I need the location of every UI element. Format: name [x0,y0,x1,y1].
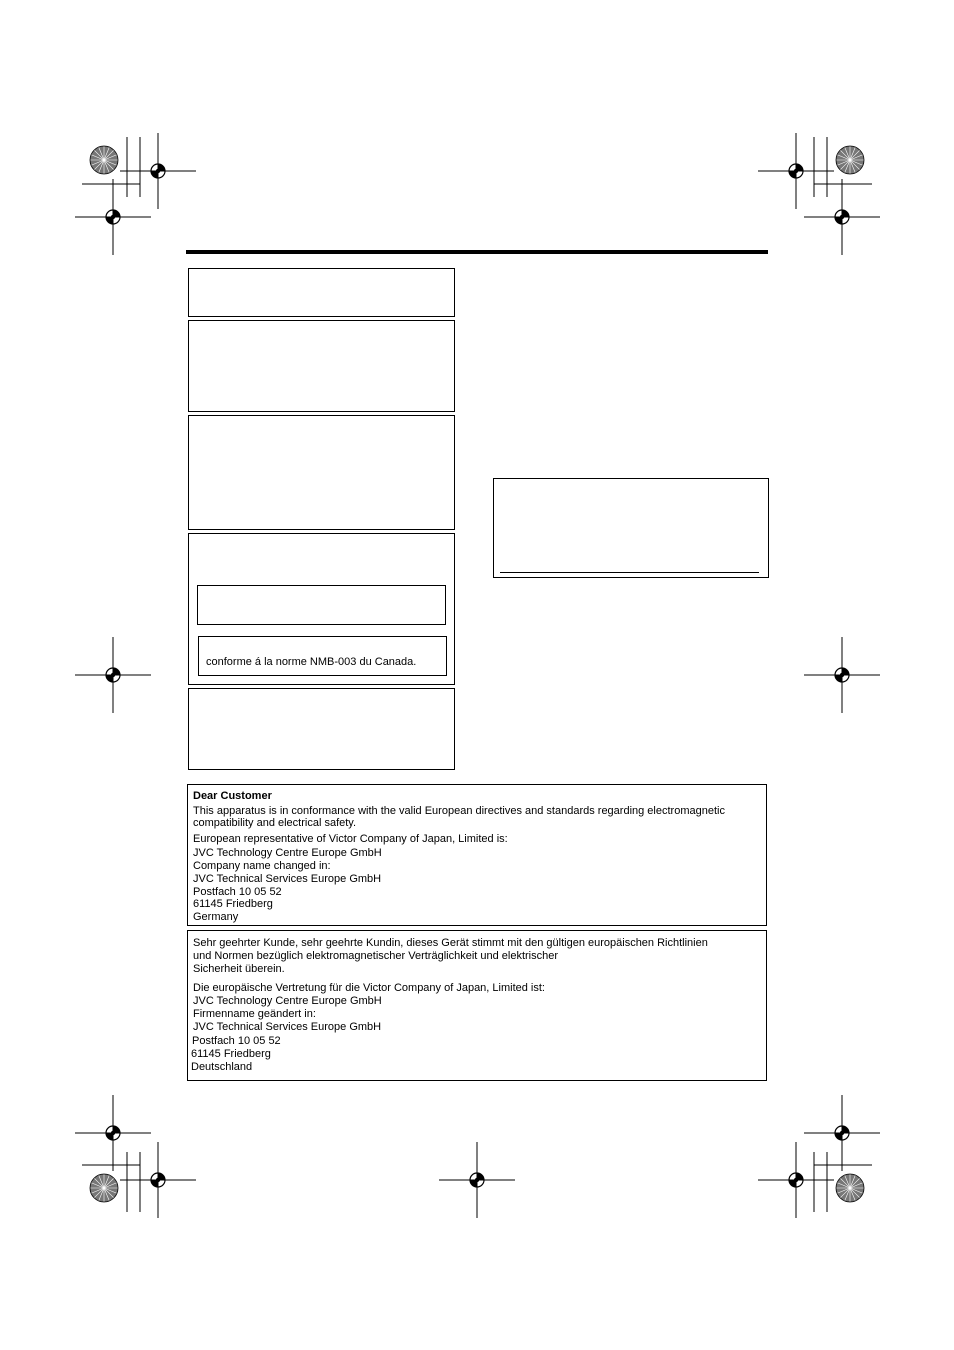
crosshair-top-left-1 [120,133,196,209]
german-line-7: JVC Technical Services Europe GmbH [193,1021,382,1033]
notice-box-2 [188,320,455,412]
german-line-9: 61145 Friedberg [191,1048,271,1060]
english-line-9: Germany [193,911,239,923]
crosshair-bottom-left-1 [75,1095,151,1171]
right-notice-underline [500,572,759,573]
notice-box-3 [188,415,455,530]
inner-notice-box-nmb [198,636,447,676]
german-line-10: Deutschland [191,1061,253,1073]
crosshair-bottom-right-2 [758,1142,834,1218]
english-notice-box [187,784,767,926]
english-line-1: This apparatus is in conformance with the valid European directives and standards regarding electromagnetic [193,805,725,817]
notice-box-4 [188,533,455,685]
nmb-notice-text: conforme á la norme NMB-003 du Canada. [206,656,417,668]
crosshair-bottom-left-2 [120,1142,196,1218]
notice-box-5 [188,688,455,770]
crosshair-bottom-center [439,1142,515,1218]
right-notice-box [493,478,769,578]
german-line-5: JVC Technology Centre Europe GmbH [193,995,382,1007]
german-notice-box [187,930,767,1081]
english-line-5: Company name changed in: [193,860,331,872]
crosshair-mid-left [75,637,151,713]
english-line-4: JVC Technology Centre Europe GmbH [193,847,382,859]
crosshair-mid-right [804,637,880,713]
crosshair-top-right-2 [804,179,880,255]
inner-notice-box-1 [197,585,446,625]
german-line-2: und Normen bezüglich elektromagnetischer Verträglichkeit und elektrischer [193,950,559,962]
crosshair-top-right-1 [758,133,834,209]
english-line-3: European representative of Victor Company of Japan, Limited is: [193,833,508,845]
german-line-3: Sicherheit überein. [193,963,285,975]
english-line-7: Postfach 10 05 52 [193,886,282,898]
english-notice-heading: Dear Customer [193,790,272,802]
german-line-4: Die europäische Vertretung für die Victor Company of Japan, Limited ist: [193,982,545,994]
starburst-top-right [836,146,864,174]
starburst-bottom-left [90,1174,118,1202]
starburst-bottom-right [836,1174,864,1202]
starburst-top-left [90,146,118,174]
notice-box-1 [188,268,455,317]
english-line-8: 61145 Friedberg [193,898,273,910]
english-line-6: JVC Technical Services Europe GmbH [193,873,382,885]
crosshair-bottom-right-1 [804,1095,880,1171]
crosshair-top-left-2 [75,179,151,255]
german-line-6: Firmenname geändert in: [193,1008,316,1020]
english-line-2: compatibility and electrical safety. [193,817,357,829]
german-line-8: Postfach 10 05 52 [192,1035,281,1047]
german-line-1: Sehr geehrter Kunde, sehr geehrte Kundin, dieses Gerät stimmt mit den gültigen europäischen Richtlinien [193,937,708,949]
header-rule [186,250,768,254]
